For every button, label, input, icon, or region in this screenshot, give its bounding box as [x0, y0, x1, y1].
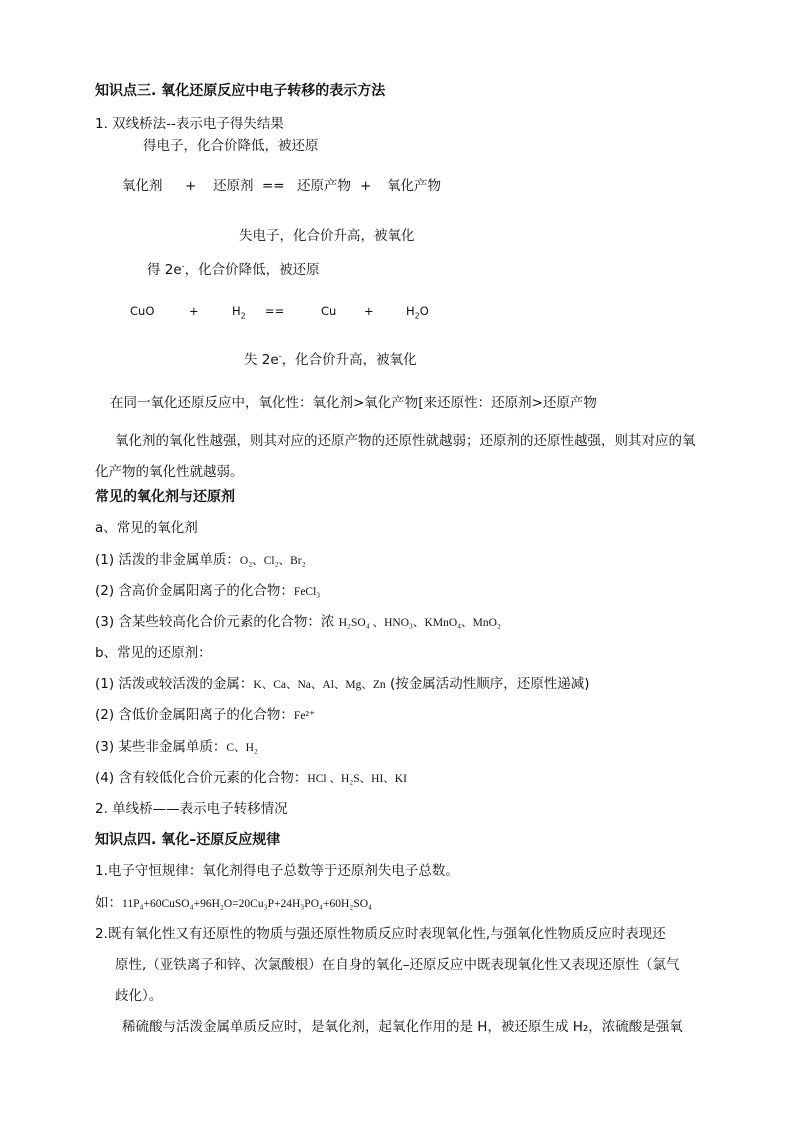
oxidant-item-1: (1) 活泼的非金属单质：O₂、Cl₂、Br₂ — [95, 552, 306, 568]
double-bridge-heading: 1. 双线桥法--表示电子得失结果 — [95, 116, 284, 132]
example-cuo: CuO — [130, 304, 155, 318]
example-plus-1: + — [189, 304, 199, 318]
example-h2: $H_2$ — [232, 304, 246, 321]
oxidant-item-2: (2) 含高价金属阳离子的化合物：FeCl₃ — [95, 583, 321, 599]
reductant-item-3: (3) 某些非金属单质：C、H₂ — [95, 739, 258, 755]
example-h2o: $H_2O$ — [406, 304, 429, 321]
section-title-4: 知识点四. 氧化–还原反应规律 — [95, 832, 281, 848]
eq-oxidant: 氧化剂 — [122, 178, 163, 194]
oxidants-heading: a、常见的氧化剂 — [95, 520, 198, 536]
single-bridge-heading: 2. 单线桥——表示电子转移情况 — [95, 801, 288, 817]
reductant-item-1: (1) 活泼或较活泼的金属：K、Ca、Na、Al、Mg、Zn (按金属活动性顺序，还原性递减) — [95, 676, 590, 692]
law-2-line-3: 歧化）。 — [115, 988, 163, 1004]
eq-oxidation-product: 氧化产物 — [387, 178, 441, 194]
law-1-example: 如：11P₄+60CuSO₄+96H₂O=20Cu₃P+24H₃PO₄+60H₂SO₄ — [95, 895, 373, 911]
example-plus-2: + — [364, 304, 374, 318]
section-title-3: 知识点三. 氧化还原反应中电子转移的表示方法 — [95, 83, 386, 99]
reductant-item-2: (2) 含低价金属阳离子的化合物：Fe²⁺ — [95, 707, 315, 723]
reductants-heading: b、常见的还原剂： — [95, 645, 212, 661]
eq-plus-2: + — [360, 178, 372, 194]
example-lose-label: 失 2e-，化合价升高，被氧化 — [244, 351, 417, 368]
example-equals: == — [265, 304, 285, 318]
example-gain-label: 得 2e-，化合价降低，被还原 — [147, 261, 320, 278]
eq-plus-1: + — [185, 178, 197, 194]
eq-equals: == — [262, 178, 285, 194]
law-2-line-4: 稀硫酸与活泼金属单质反应时，是氧化剂，起氧化作用的是 H，被还原生成 H₂，浓硫酸是强氧 — [122, 1019, 683, 1035]
gain-electron-label: 得电子，化合价降低，被还原 — [143, 138, 319, 154]
example-cu: Cu — [321, 304, 337, 318]
rule-line: 在同一氧化还原反应中，氧化性：氧化剂>氧化产物[来还原性：还原剂>还原产物 — [110, 395, 597, 411]
common-agents-title: 常见的氧化剂与还原剂 — [95, 489, 235, 505]
law-2-line-1: 2.既有氧化性又有还原性的物质与强还原性物质反应时表现氧化性,与强氧化性物质反应时表现还 — [95, 926, 666, 942]
eq-reductant: 还原剂 — [213, 178, 254, 194]
law-1: 1.电子守恒规律：氧化剂得电子总数等于还原剂失电子总数。 — [95, 863, 459, 879]
oxidant-item-3: (3) 含某些较高化合价元素的化合物：浓 H₂SO₄ 、HNO₃、KMnO₄、MnO₂ — [95, 614, 501, 630]
law-2-line-2: 原性,（亚铁离子和锌、次氯酸根）在自身的氧化–还原反应中既表现氧化性又表现还原性（氯气 — [115, 957, 680, 973]
eq-reduction-product: 还原产物 — [297, 178, 351, 194]
lose-electron-label: 失电子，化合价升高，被氧化 — [239, 228, 415, 244]
rule-paragraph: 氧化剂的氧化性越强，则其对应的还原产物的还原性就越弱；还原剂的还原性越强，则其对应的氧化产物的氧化性就越弱。 — [95, 433, 696, 480]
reductant-item-4: (4) 含有较低化合价元素的化合物：HCl 、H₂S、HI、KI — [95, 770, 407, 786]
